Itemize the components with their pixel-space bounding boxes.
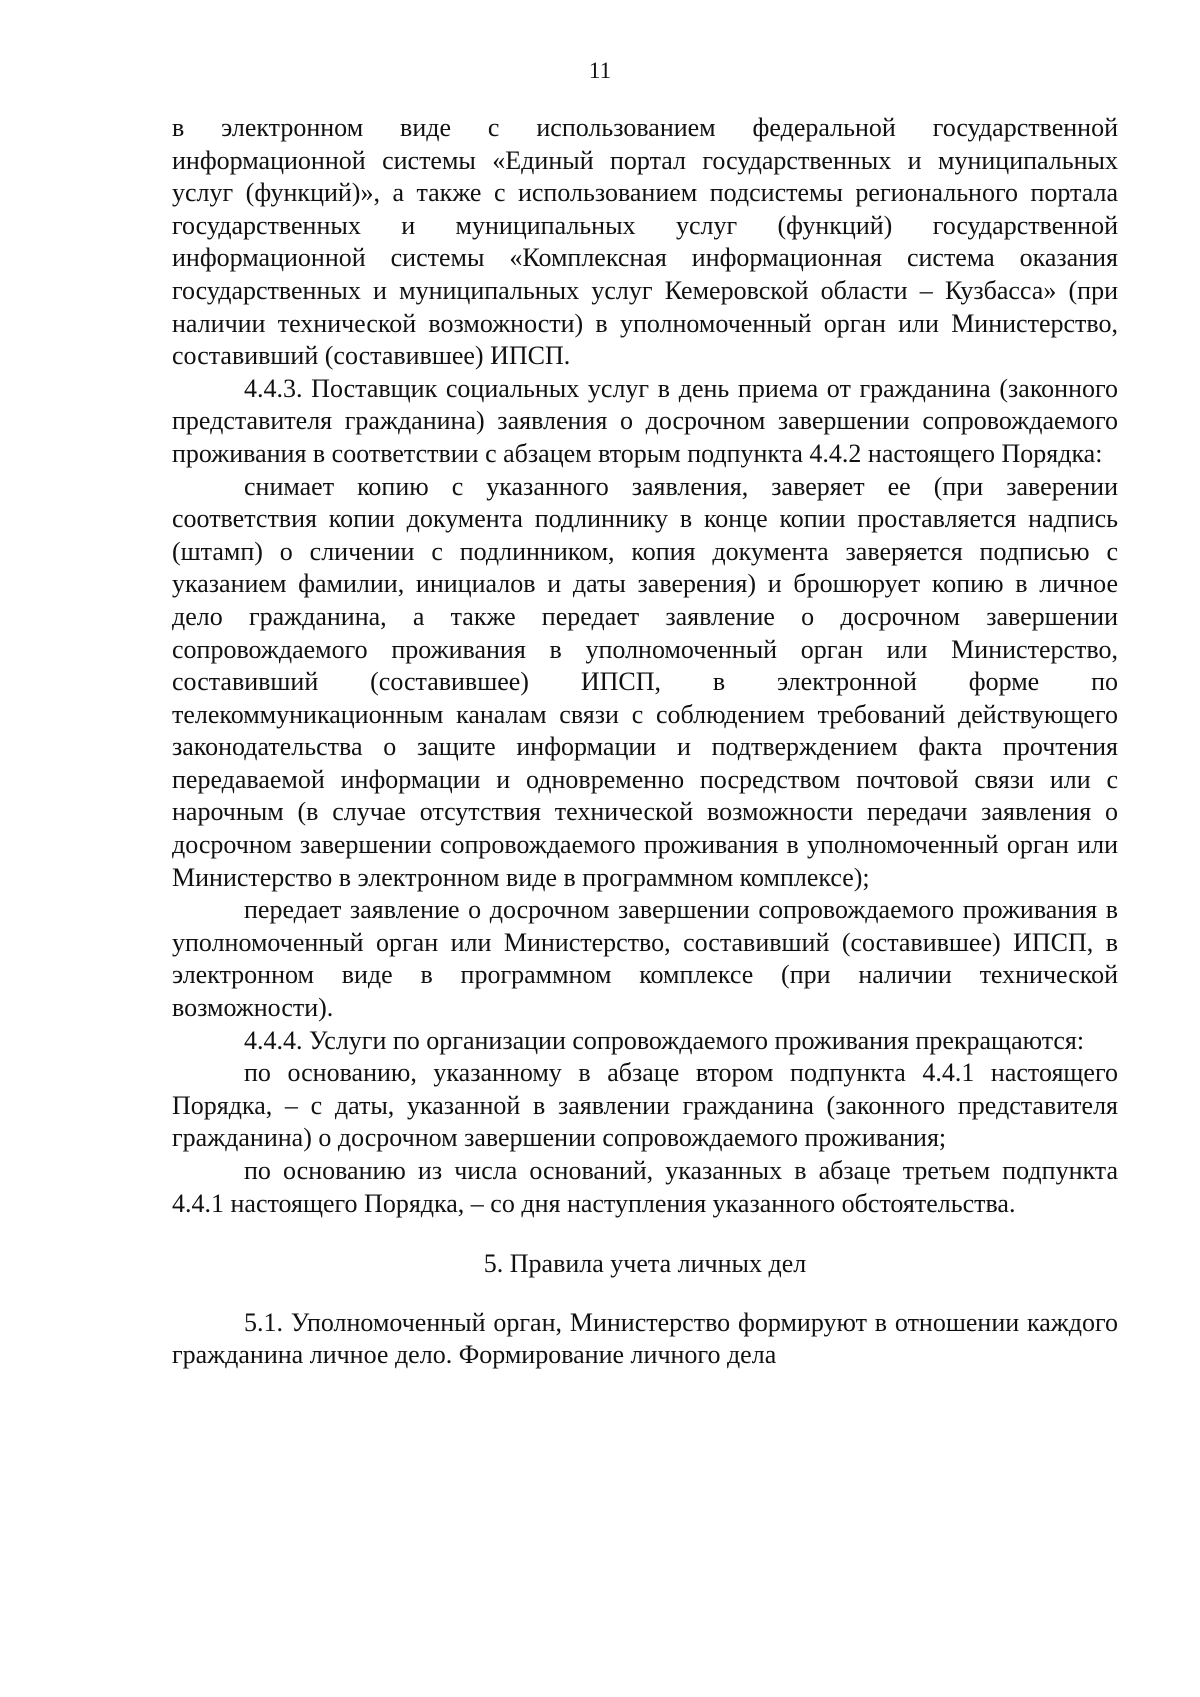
section-heading: 5. Правила учета личных дел <box>483 1249 807 1279</box>
page-number: 11 <box>588 58 612 83</box>
paragraph-4-4-3: 4.4.3. Поставщик социальных услуг в день приема от гражданина (законного представителя гражданина) заявления о досрочном завершении сопровождаемого проживания в соответствии с абзацем вторым подпункта 4.4.2 настоящего Порядка: <box>172 373 1118 468</box>
paragraph-basis-second: по основанию, указанному в абзаце втором подпункта 4.4.1 настоящего Порядка, – с даты, указанной в заявлении гражданина (законного представителя гражданина) о досрочном завершении сопровождаемого проживания; <box>172 1058 1118 1153</box>
paragraph-5-1: 5.1. Уполномоченный орган, Министерство формируют в отношении каждого гражданина личное дело. Формирование личного дела <box>172 1307 1118 1370</box>
paragraph-copy-statement: снимает копию с указанного заявления, заверяет ее (при заверении соответствия копии документа подлиннику в конце копии проставляется надпись (штамп) о сличении с подлинником, копия документа заверяется подписью с указанием фамилии, инициалов и даты заверения) и брошюрует копию в личное дело гражданина, а также передает заявление о досрочном завершении сопровождаемого проживания в уполномоченный орган или Министерство, составивший (составившее) ИПСП, в электронной форме по телекоммуникационным каналам связи с соблюдением требований действующего законодательства о защите информации и подтверждением факта прочтения передаваемой информации и одновременно посредством почтовой связи или с нарочным (в случае отсутствия технической возможности передачи заявления о досрочном завершении сопровождаемого проживания в уполномоченный орган или Министерство в электронном виде в программном комплексе); <box>172 471 1118 892</box>
paragraph-4-4-4: 4.4.4. Услуги по организации сопровождаемого проживания прекращаются: <box>244 1025 1085 1055</box>
paragraph-transfer-statement: передает заявление о досрочном завершении сопровождаемого проживания в уполномоченный орган или Министерство, составивший (составившее) ИПСП, в электронном виде в программном комплексе (при наличии технической возможности). <box>172 895 1118 1023</box>
document-body <box>172 112 1118 1372</box>
paragraph-basis-third: по основанию из числа оснований, указанных в абзаце третьем подпункта 4.4.1 настоящего Порядка, – со дня наступления указанного обстоятельства. <box>172 1156 1118 1218</box>
paragraph-continuation: в электронном виде с использованием федеральной государственной информационной системы «Единый портал государственных и муниципальных услуг (функций)», а также с использованием подсистемы регионального портала государственных и муниципальных услуг (функций) государственной информационной системы «Комплексная информационная система оказания государственных и муниципальных услуг Кемеровской области – Кузбасса» (при наличии технической возможности) в уполномоченный орган или Министерство, составивший (составившее) ИПСП. <box>172 113 1118 371</box>
